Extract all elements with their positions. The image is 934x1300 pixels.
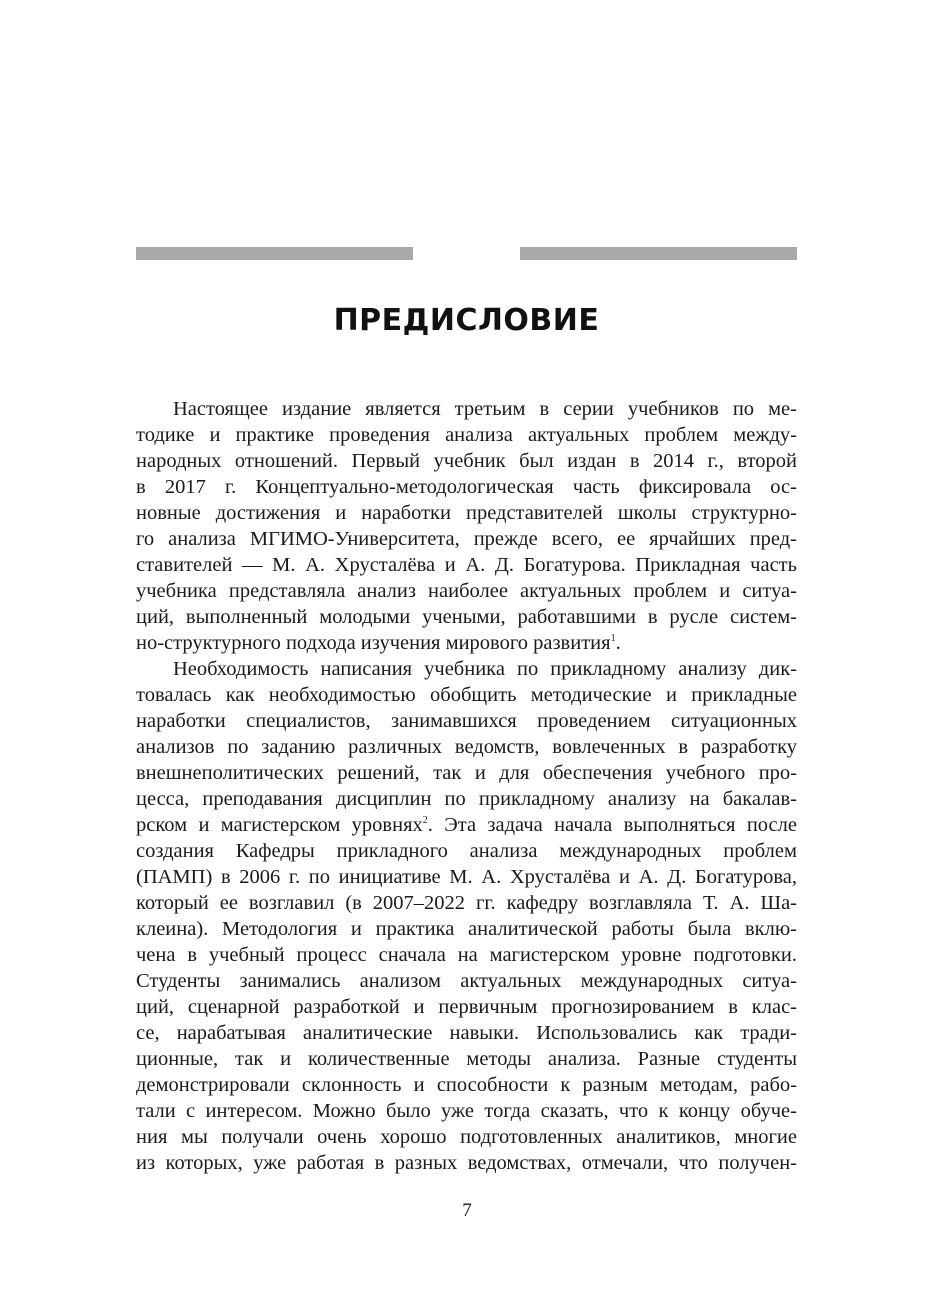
text-line: народных отношений. Первый учебник был издан в 2014 г., второй <box>136 450 797 472</box>
text-line: клеина). Методология и практика аналитической работы была вклю- <box>136 918 797 940</box>
text-line <box>136 812 797 838</box>
text-line: ционные, так и количественные методы анализа. Разные студенты <box>136 1048 797 1070</box>
paragraph-2 <box>136 656 797 1176</box>
text-line: ций, сценарной разработкой и первичным прогнозированием в клас- <box>136 996 797 1018</box>
text-line: Необходимость написания учебника по прикладному анализу дик- <box>173 658 797 680</box>
text-line: Настоящее издание является третьим в серии учебников по ме- <box>173 398 797 420</box>
text-line: ций, выполненный молодыми учеными, работавшими в русле систем- <box>136 606 797 628</box>
decorative-rule-left <box>136 247 413 260</box>
text-line: из которых, уже работая в разных ведомствах, отмечали, что получен- <box>136 1152 797 1174</box>
decorative-rule-right <box>520 247 797 260</box>
text-fragment: рском и магистерском уровнях <box>136 814 423 836</box>
text-line: в 2017 г. Концептуально-методологическая часть фиксировала ос- <box>136 476 797 498</box>
text-line: новные достижения и наработки представителей школы структурно- <box>136 502 797 524</box>
text-line: тали с интересом. Можно было уже тогда сказать, что к концу обуче- <box>136 1100 797 1122</box>
footnote-ref-1[interactable]: 1 <box>610 633 616 645</box>
text-line: Студенты занимались анализом актуальных международных ситуа- <box>136 970 797 992</box>
chapter-title: ПРЕДИСЛОВИЕ <box>333 303 600 338</box>
footnote-ref-2[interactable]: 2 <box>422 815 428 827</box>
text-line: создания Кафедры прикладного анализа международных проблем <box>136 840 797 862</box>
text-fragment: . <box>615 632 621 654</box>
paragraph-1 <box>136 396 797 656</box>
text-line: товалась как необходимостью обобщить методические и прикладные <box>136 684 797 706</box>
text-line: тодике и практике проведения анализа актуальных проблем между- <box>136 424 797 446</box>
body-text <box>136 396 797 1176</box>
text-line: внешнеполитических решений, так и для обеспечения учебного про- <box>136 762 797 784</box>
text-line: который ее возглавил (в 2007–2022 гг. кафедру возглавляла Т. А. Ша- <box>136 892 797 914</box>
text-line <box>136 630 797 656</box>
text-line: ния мы получали очень хорошо подготовленных аналитиков, многие <box>136 1126 797 1148</box>
text-fragment: . Эта задача начала выполняться после <box>427 814 797 836</box>
text-line: учебника представляла анализ наиболее актуальных проблем и ситуа- <box>136 580 797 602</box>
page-number: 7 <box>462 1200 472 1221</box>
text-line: анализов по заданию различных ведомств, вовлеченных в разработку <box>136 736 797 758</box>
text-line: цесса, преподавания дисциплин по прикладному анализу на бакалав- <box>136 788 797 810</box>
text-line: чена в учебный процесс сначала на магистерском уровне подготовки. <box>136 944 797 966</box>
text-fragment: но-структурного подхода изучения мирового развития <box>136 632 611 654</box>
text-line: наработки специалистов, занимавшихся проведением ситуационных <box>136 710 797 732</box>
text-line: ставителей — М. А. Хрусталёва и А. Д. Богатурова. Прикладная часть <box>136 554 797 576</box>
text-line: (ПАМП) в 2006 г. по инициативе М. А. Хрусталёва и А. Д. Богатурова, <box>136 866 797 888</box>
text-line: се, нарабатывая аналитические навыки. Использовались как тради- <box>136 1022 797 1044</box>
text-line: го анализа МГИМО-Университета, прежде всего, ее ярчайших пред- <box>136 528 797 550</box>
text-line: демонстрировали склонность и способности к разным методам, рабо- <box>136 1074 797 1096</box>
